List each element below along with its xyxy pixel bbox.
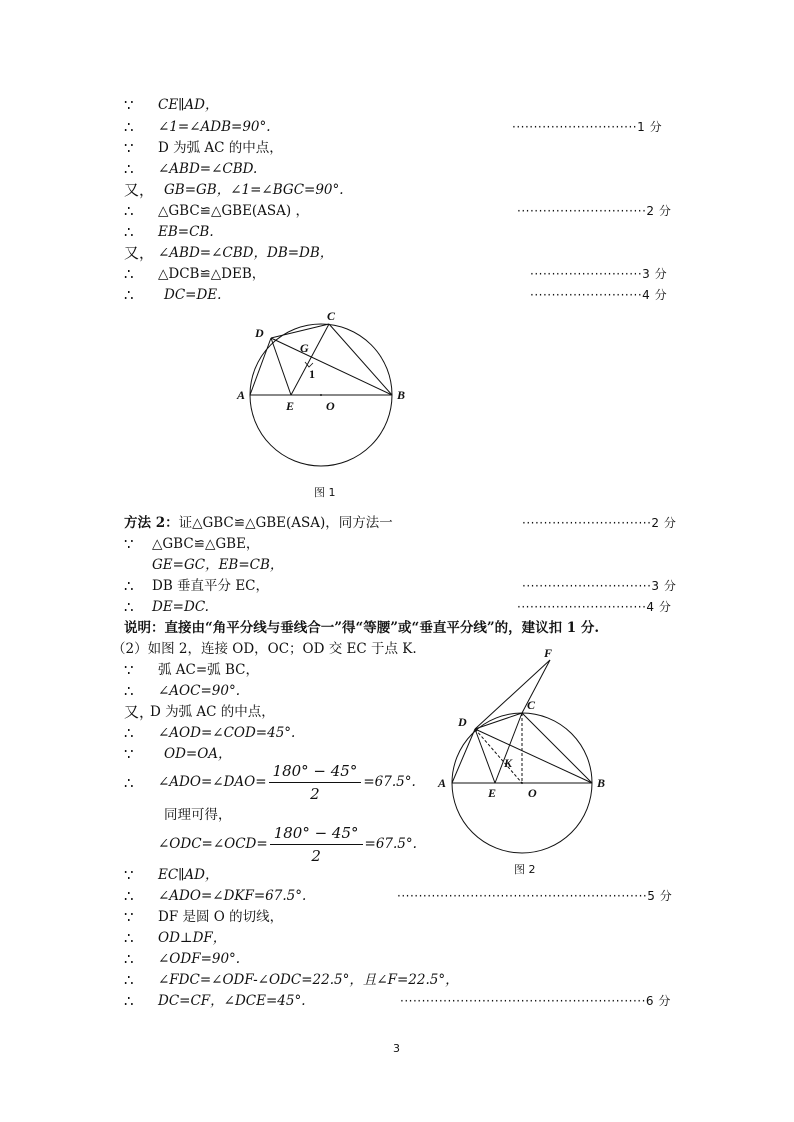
figure1-caption: 图 1 [314, 486, 336, 499]
label-C: C [527, 698, 536, 712]
label-B: B [397, 388, 406, 402]
fraction: $\frac{180^\circ - 45^\circ}{2}$ [270, 822, 363, 867]
center-point [320, 394, 322, 396]
figure1-diagram [225, 305, 425, 475]
label-angle-1: 1 [309, 367, 315, 381]
label-C: C [327, 309, 336, 323]
method2-heading: 方法 2：证△GBC≌△GBE(ASA)，同方法一 [124, 515, 393, 531]
score-points: ······························2 分 [517, 204, 672, 218]
score-points: ·····························1 分 [512, 120, 663, 134]
equation-line: ∠ODC=∠OCD= $\frac{180^\circ - 45^\circ}{2}$ =67.5°. [158, 824, 417, 865]
center-point [521, 782, 523, 784]
segment-db [271, 338, 392, 395]
label-D: D [255, 326, 264, 340]
scoring-note: 说明：直接由“角平分线与垂线合一”得“等腰”或“垂直平分线”的，建议扣 1 分. [124, 620, 600, 636]
segment-dc [271, 324, 329, 338]
score-points: ······························3 分 [522, 579, 677, 593]
tangent-df [475, 660, 550, 729]
segment-cb [522, 713, 592, 783]
segment-ec [495, 713, 522, 783]
label-E: E [286, 399, 295, 413]
score-points: ······························4 分 [517, 600, 672, 614]
similarly-line: 同理可得， [164, 807, 232, 823]
label-A: A [237, 388, 246, 402]
label-K: K [504, 756, 513, 770]
score-points: ······························2 分 [522, 516, 677, 530]
label-O: O [528, 786, 537, 800]
fraction: $\frac{180^\circ - 45^\circ}{2}$ [269, 760, 362, 805]
figure2-caption: 图 2 [514, 863, 536, 876]
page-number: 3 [393, 1042, 400, 1055]
label-A: A [438, 776, 447, 790]
segment-dc [475, 713, 522, 729]
label-D: D [458, 715, 467, 729]
label-E: E [488, 786, 497, 800]
label-B: B [597, 776, 606, 790]
score-points: ··························3 分 [530, 267, 668, 281]
segment-ec [291, 324, 329, 395]
label-O: O [326, 399, 335, 413]
score-points: ··························································5 分 [397, 889, 673, 903]
segment-ad [452, 729, 475, 783]
label-G: G [300, 341, 309, 355]
part2-intro: （2）如图 2，连接 OD，OC；OD 交 EC 于点 K. [112, 641, 417, 657]
segment-ad [250, 338, 271, 395]
score-points: ·························································6 分 [400, 994, 671, 1008]
equation-line: ∴ ∠ADO=∠DAO= $\frac{180^\circ - 45^\circ}{2}$ =67.5°. [124, 762, 416, 803]
figure2-diagram [430, 640, 620, 870]
label-F: F [544, 646, 553, 660]
score-points: ··························4 分 [530, 288, 668, 302]
